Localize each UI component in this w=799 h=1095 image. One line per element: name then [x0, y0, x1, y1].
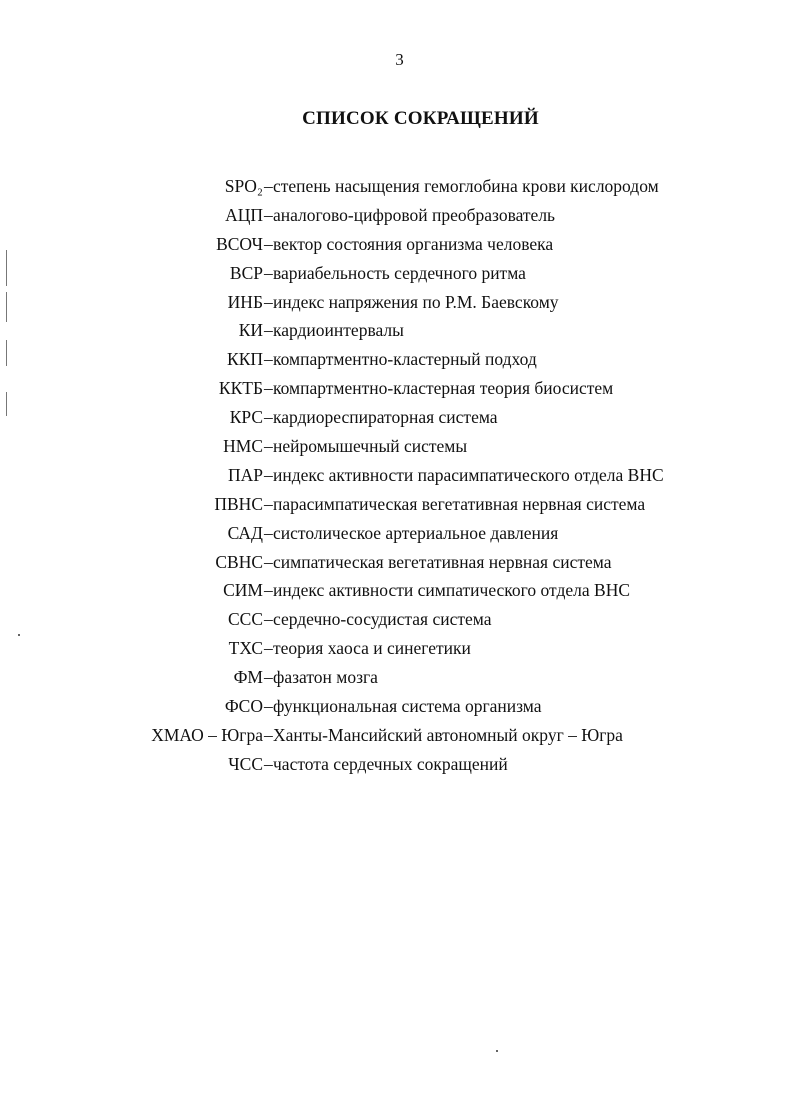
abbreviation-definition: нейромышечный системы: [273, 436, 468, 457]
scan-margin-mark: [6, 340, 7, 366]
abbreviation-term: ТХС: [228, 638, 263, 659]
scan-speck: [496, 1050, 498, 1052]
abbreviation-row: [0, 230, 799, 259]
scan-speck: [18, 634, 20, 636]
abbreviation-definition: кардиоинтервалы: [273, 320, 404, 341]
abbreviation-term: ККТБ: [218, 378, 263, 399]
abbreviation-term: SPO₂: [224, 176, 263, 196]
page-title: СПИСОК СОКРАЩЕНИЙ: [302, 108, 539, 129]
abbreviation-term: ИНБ: [227, 291, 263, 312]
abbreviation-row: [0, 316, 799, 345]
abbreviation-definition: компартментно-кластерный подход: [273, 349, 537, 370]
abbreviation-dash: –: [264, 262, 273, 283]
abbreviation-dash: –: [264, 638, 273, 659]
abbreviation-dash: –: [264, 580, 273, 601]
abbreviation-dash: –: [264, 378, 273, 399]
abbreviation-definition: теория хаоса и синегетики: [273, 638, 471, 659]
abbreviation-definition: кардиореспираторная система: [273, 407, 498, 428]
abbreviation-row: [0, 721, 799, 750]
abbreviation-term: ФСО: [224, 696, 263, 717]
abbreviation-term: ККП: [227, 349, 263, 370]
abbreviation-row: [0, 374, 799, 403]
abbreviation-row: [0, 750, 799, 779]
abbreviation-definition: систолическое артериальное давления: [273, 522, 559, 543]
abbreviation-dash: –: [264, 696, 273, 717]
abbreviation-dash: –: [264, 753, 273, 774]
abbreviation-row: [0, 490, 799, 519]
scan-margin-mark: [6, 292, 7, 322]
abbreviation-row: [0, 172, 799, 201]
abbreviation-term: СВНС: [215, 551, 263, 572]
page-number: 3: [395, 50, 404, 69]
abbreviation-row: [0, 634, 799, 663]
abbreviation-definition: индекс активности симпатического отдела ВНС: [273, 580, 630, 601]
abbreviation-term: КРС: [229, 407, 263, 428]
abbreviation-dash: –: [264, 493, 273, 514]
abbreviation-term: САД: [227, 522, 263, 543]
abbreviation-dash: –: [264, 609, 273, 630]
abbreviation-definition: вариабельность сердечного ритма: [273, 262, 526, 283]
abbreviation-row: [0, 663, 799, 692]
scan-margin-mark: [6, 250, 7, 286]
abbreviation-row: [0, 201, 799, 230]
abbreviation-row: [0, 692, 799, 721]
abbreviation-dash: –: [264, 349, 273, 370]
abbreviation-list: [0, 172, 799, 779]
abbreviation-row: [0, 403, 799, 432]
abbreviation-term: ССС: [227, 609, 263, 630]
abbreviation-row: [0, 259, 799, 288]
abbreviation-term: ПВНС: [214, 493, 263, 514]
abbreviation-dash: –: [264, 233, 273, 254]
abbreviation-definition: функциональная система организма: [273, 696, 542, 717]
abbreviation-row: [0, 432, 799, 461]
abbreviation-row: [0, 288, 799, 317]
abbreviation-definition: фазатон мозга: [273, 667, 378, 688]
abbreviation-dash: –: [264, 407, 273, 428]
abbreviation-row: [0, 576, 799, 605]
abbreviation-definition: Ханты-Мансийский автономный округ – Югра: [273, 724, 623, 745]
abbreviation-row: [0, 519, 799, 548]
abbreviation-dash: –: [264, 522, 273, 543]
abbreviation-definition: сердечно-сосудистая система: [273, 609, 492, 630]
abbreviation-definition: компартментно-кластерная теория биосистем: [273, 378, 614, 399]
abbreviation-term: КИ: [238, 320, 263, 341]
abbreviation-row: [0, 548, 799, 577]
abbreviation-dash: –: [264, 204, 273, 225]
abbreviation-definition: индекс активности парасимпатического отдела ВНС: [273, 464, 664, 485]
abbreviation-term: ФМ: [233, 667, 263, 688]
abbreviation-term: ВСОЧ: [216, 233, 263, 254]
abbreviation-term: АЦП: [225, 204, 263, 225]
abbreviation-dash: –: [264, 551, 273, 572]
abbreviation-dash: –: [264, 464, 273, 485]
abbreviation-definition: парасимпатическая вегетативная нервная система: [273, 493, 646, 514]
abbreviation-definition: вектор состояния организма человека: [273, 233, 554, 254]
abbreviation-row: [0, 345, 799, 374]
abbreviation-term: ПАР: [227, 464, 263, 485]
abbreviation-definition: индекс напряжения по Р.М. Баевскому: [273, 291, 559, 312]
abbreviation-term: НМС: [223, 436, 263, 457]
abbreviation-definition: частота сердечных сокращений: [273, 753, 508, 774]
abbreviation-term: СИМ: [223, 580, 263, 601]
abbreviation-dash: –: [264, 667, 273, 688]
abbreviation-term: ХМАО – Югра: [151, 724, 263, 745]
abbreviation-definition: симпатическая вегетативная нервная система: [273, 551, 612, 572]
abbreviation-term: ВСР: [229, 262, 263, 283]
abbreviation-row: [0, 461, 799, 490]
scan-margin-mark: [6, 392, 7, 416]
abbreviation-dash: –: [264, 320, 273, 341]
abbreviation-row: [0, 605, 799, 634]
abbreviation-definition: аналогово-цифровой преобразователь: [273, 204, 556, 225]
abbreviation-definition: степень насыщения гемоглобина крови кислородом: [273, 176, 659, 196]
abbreviation-dash: –: [264, 724, 273, 745]
abbreviation-term: ЧСС: [228, 753, 263, 774]
abbreviation-dash: –: [264, 436, 273, 457]
abbreviation-dash: –: [264, 176, 273, 196]
abbreviation-dash: –: [264, 291, 273, 312]
